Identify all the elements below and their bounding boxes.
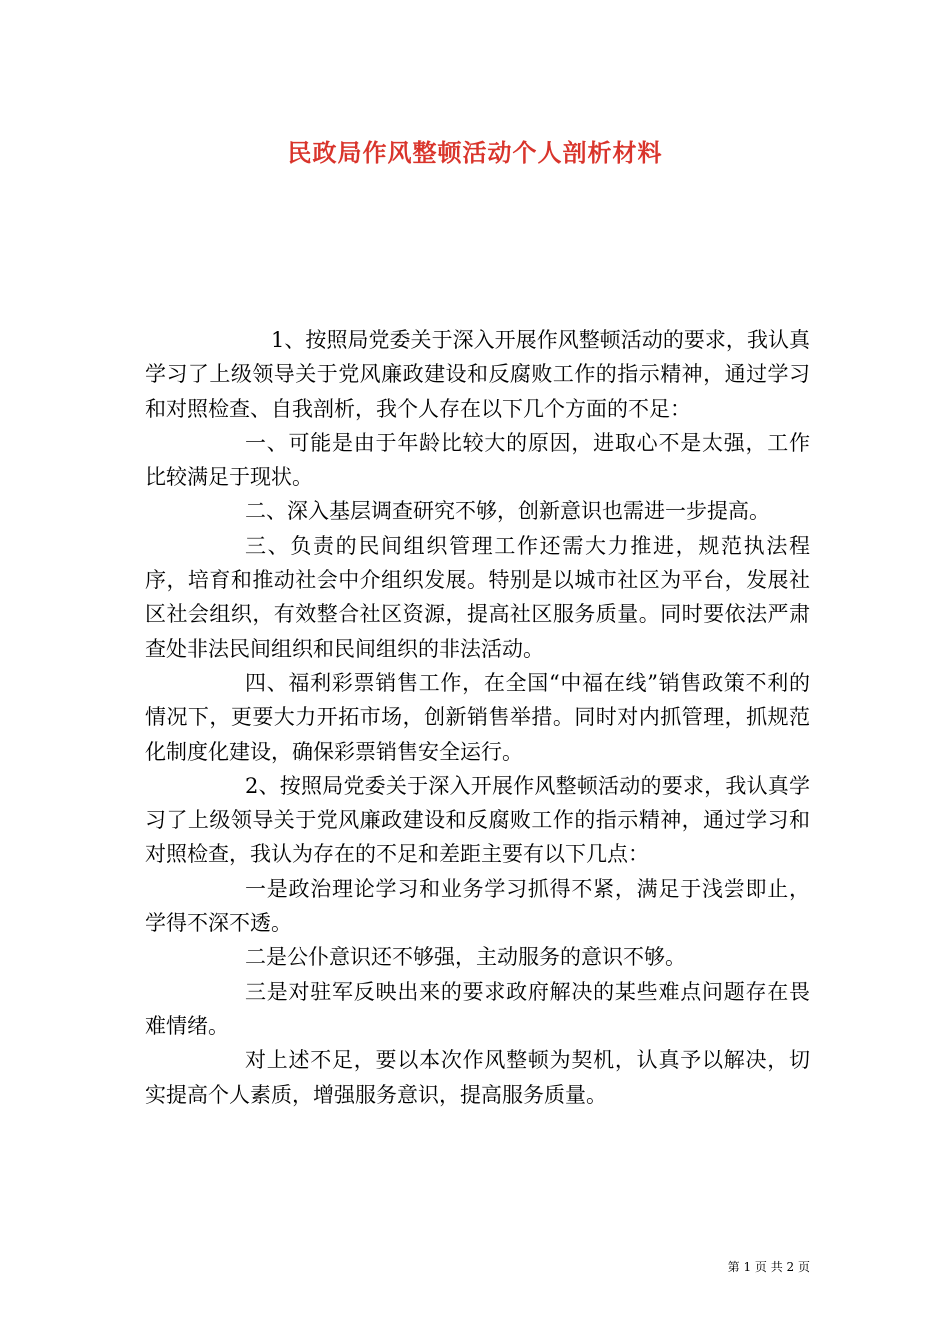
paragraph-1: 1、按照局党委关于深入开展作风整顿活动的要求，我认真学习了上级领导关于党风廉政建设和反腐败工作的指示精神，通过学习和对照检查、自我剖析，我个人存在以下几个方面的不足： <box>145 328 810 421</box>
page-number: 第 1 页 共 2 页 <box>727 1260 810 1274</box>
paragraph-10: 对上述不足，要以本次作风整顿为契机，认真予以解决，切实提高个人素质，增强服务意识，提高服务质量。 <box>145 1048 810 1107</box>
paragraph-4: 三、负责的民间组织管理工作还需大力推进，规范执法程序，培育和推动社会中介组织发展。特别是以城市社区为平台，发展社区社会组织，有效整合社区资源，提高社区服务质量。同时要依法严肃查处非法民间组织和民间组织的非法活动。 <box>145 533 810 661</box>
paragraph-2: 一、可能是由于年龄比较大的原因，进取心不是太强，工作比较满足于现状。 <box>145 430 810 490</box>
paragraph-5: 四、福利彩票销售工作，在全国“中福在线”销售政策不利的情况下，更要大力开拓市场，创新销售举措。同时对内抓管理，抓规范化制度化建设，确保彩票销售安全运行。 <box>145 670 810 764</box>
paragraph-7: 一是政治理论学习和业务学习抓得不紧，满足于浅尝即止，学得不深不透。 <box>145 876 810 936</box>
document-body <box>145 323 810 1112</box>
document-title: 民政局作风整顿活动个人剖析材料 <box>287 138 663 167</box>
paragraph-3: 二、深入基层调查研究不够，创新意识也需进一步提高。 <box>245 499 770 524</box>
paragraph-9: 三是对驻军反映出来的要求政府解决的某些难点问题存在畏难情绪。 <box>145 979 810 1038</box>
paragraph-6: 2、按照局党委关于深入开展作风整顿活动的要求，我认真学习了上级领导关于党风廉政建设和反腐败工作的指示精神，通过学习和对照检查，我认为存在的不足和差距主要有以下几点： <box>145 773 810 867</box>
paragraph-8: 二是公仆意识还不够强，主动服务的意识不够。 <box>245 945 686 970</box>
